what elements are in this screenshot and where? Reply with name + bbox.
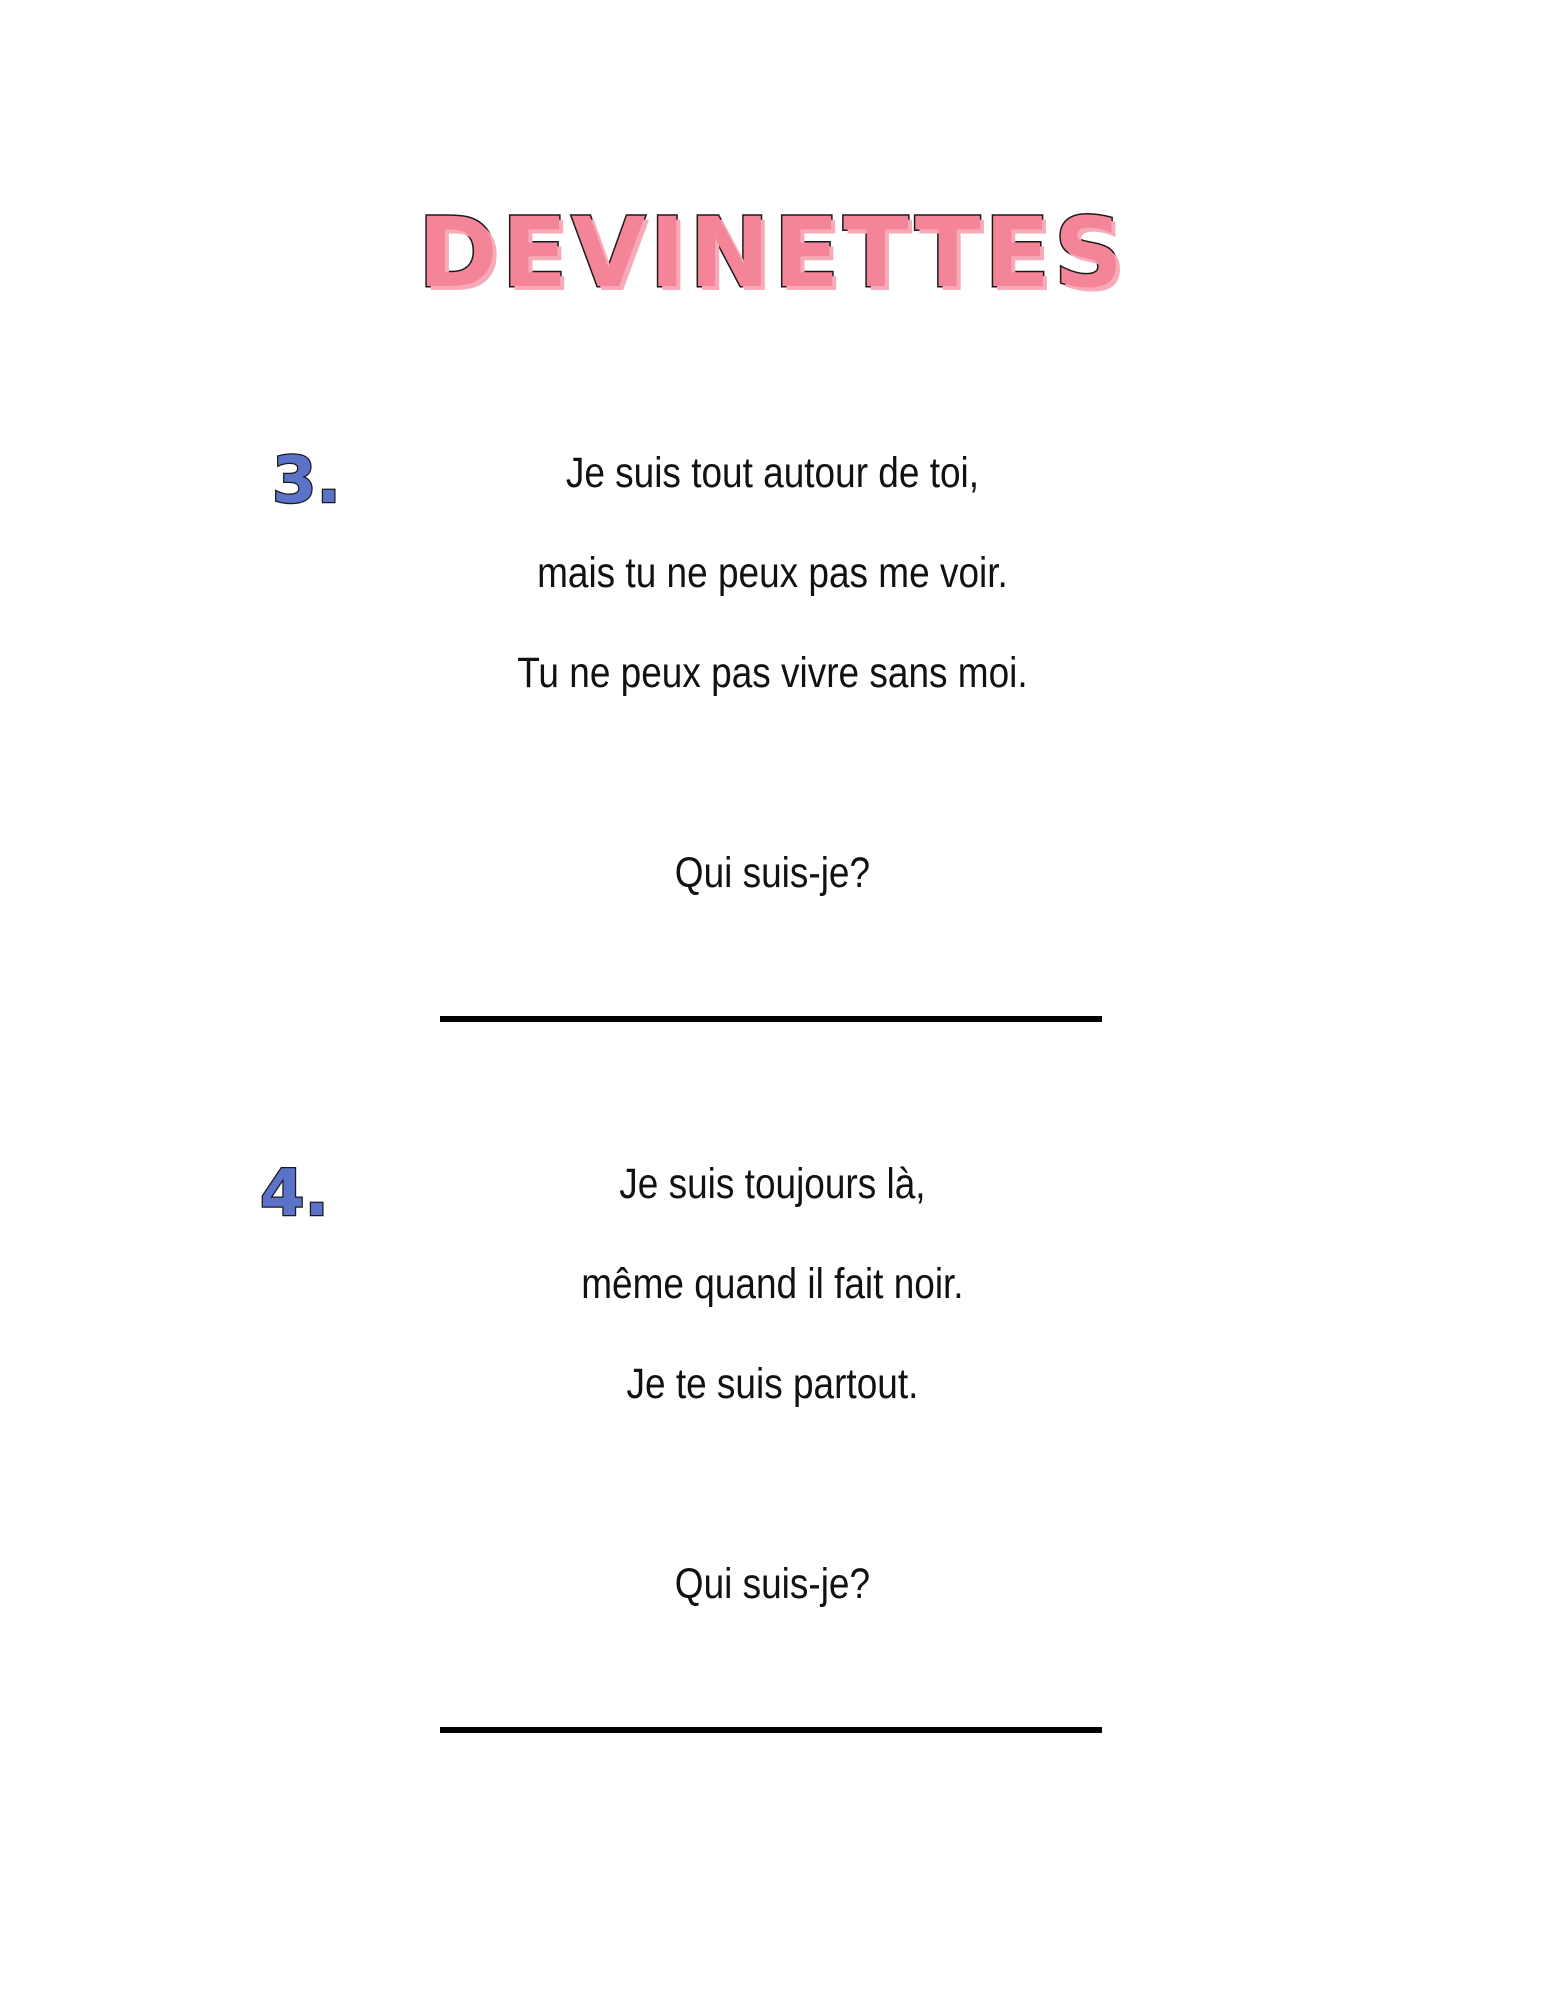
riddle-line-1: Je suis toujours là, [619, 1160, 926, 1208]
riddle-question: Qui suis-je? [674, 1560, 871, 1608]
riddle-line-1: Je suis tout autour de toi, [565, 449, 980, 497]
answer-line[interactable] [440, 1016, 1102, 1022]
riddle-line-2: même quand il fait noir. [581, 1260, 964, 1308]
riddle-line-3: Tu ne peux pas vivre sans moi. [517, 649, 1028, 697]
riddle-number: 4. [260, 1157, 329, 1231]
riddle-line-2: mais tu ne peux pas me voir. [537, 549, 1008, 597]
riddle-number: 3. [272, 444, 341, 518]
riddle-question: Qui suis-je? [674, 849, 871, 897]
page-title: DEVINETTES [417, 197, 1128, 309]
riddle-line-3: Je te suis partout. [626, 1360, 919, 1408]
answer-line[interactable] [440, 1727, 1102, 1733]
